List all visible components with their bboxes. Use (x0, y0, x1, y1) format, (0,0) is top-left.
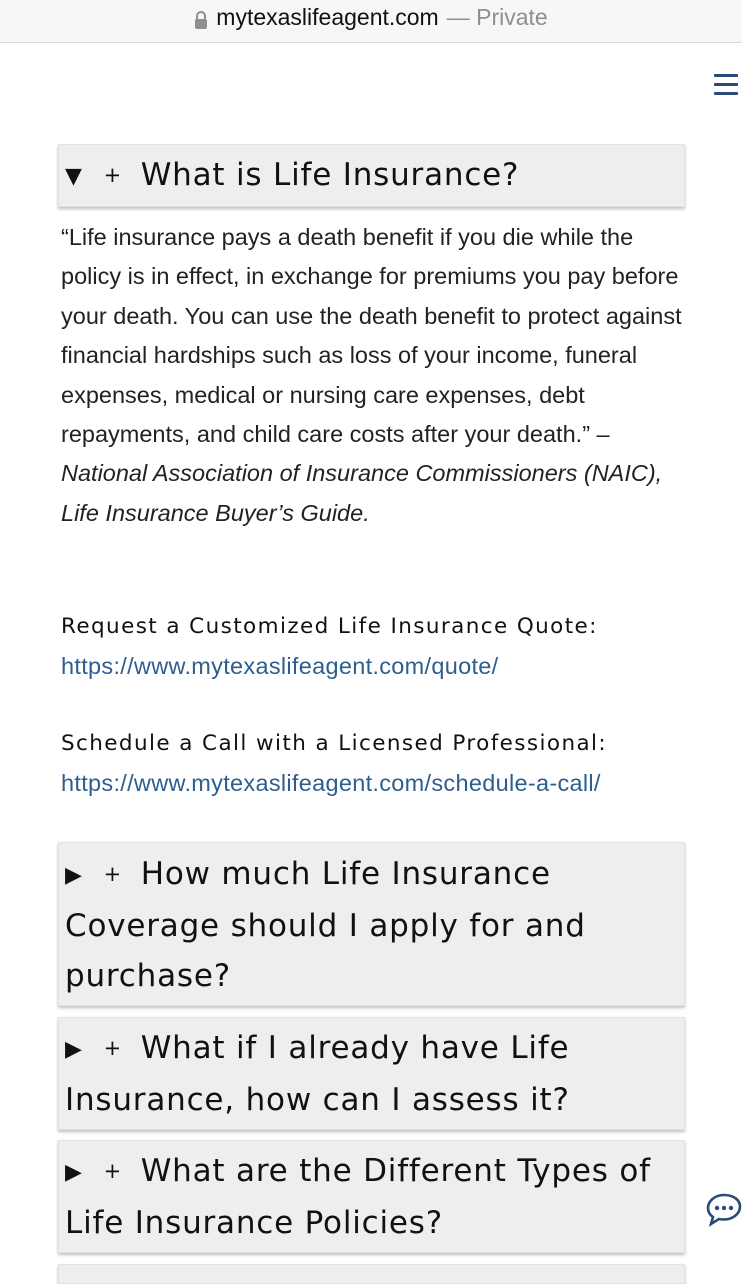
url-domain: mytexaslifeagent.com (216, 3, 439, 30)
schedule-call-link[interactable]: https://www.mytexaslifeagent.com/schedule-a-call/ (61, 770, 601, 796)
private-label: — Private (446, 3, 548, 30)
triangle-right-icon: ▶ (65, 1037, 83, 1062)
hamburger-menu-icon[interactable] (714, 74, 738, 96)
chat-bubble-icon[interactable] (706, 1192, 742, 1228)
faq-item-policy-types[interactable] (58, 1140, 685, 1253)
faq-item-what-is-life-insurance[interactable] (58, 144, 685, 207)
quote-request-label: Request a Customized Life Insurance Quote: (61, 614, 598, 639)
faq-item-next-partial[interactable] (58, 1264, 685, 1284)
answer-source: National Association of Insurance Commissioners (NAIC), Life Insurance Buyer’s Guide. (61, 460, 663, 526)
plus-icon: + (103, 862, 123, 886)
triangle-right-icon: ▶ (65, 1160, 83, 1185)
faq-answer (61, 218, 686, 533)
plus-icon: + (103, 163, 123, 187)
faq-item-how-much-coverage[interactable] (58, 842, 685, 1006)
lock-icon (194, 8, 208, 26)
browser-url-bar[interactable] (0, 0, 742, 43)
schedule-call-label: Schedule a Call with a Licensed Professional: (61, 731, 608, 756)
faq-question: How much Life Insurance Coverage should I apply for and purchase? (65, 856, 586, 994)
faq-question: What if I already have Life Insurance, how can I assess it? (65, 1030, 570, 1118)
triangle-right-icon: ▶ (65, 863, 83, 888)
quote-link[interactable]: https://www.mytexaslifeagent.com/quote/ (61, 653, 499, 679)
faq-item-assess-existing[interactable] (58, 1017, 685, 1130)
faq-question: What are the Different Types of Life Insurance Policies? (65, 1153, 651, 1241)
answer-quote: “Life insurance pays a death benefit if you die while the policy is in effect, in exchange for premiums you pay before your death. You can use the death benefit to protect against financial hardships such as loss of your income, funeral expenses, medical or nursing care expenses, debt repayments, and child care costs after your death.” – (61, 224, 682, 448)
plus-icon: + (103, 1036, 123, 1060)
triangle-down-icon: ▼ (65, 164, 83, 189)
plus-icon: + (103, 1159, 123, 1183)
faq-question: What is Life Insurance? (140, 157, 520, 193)
